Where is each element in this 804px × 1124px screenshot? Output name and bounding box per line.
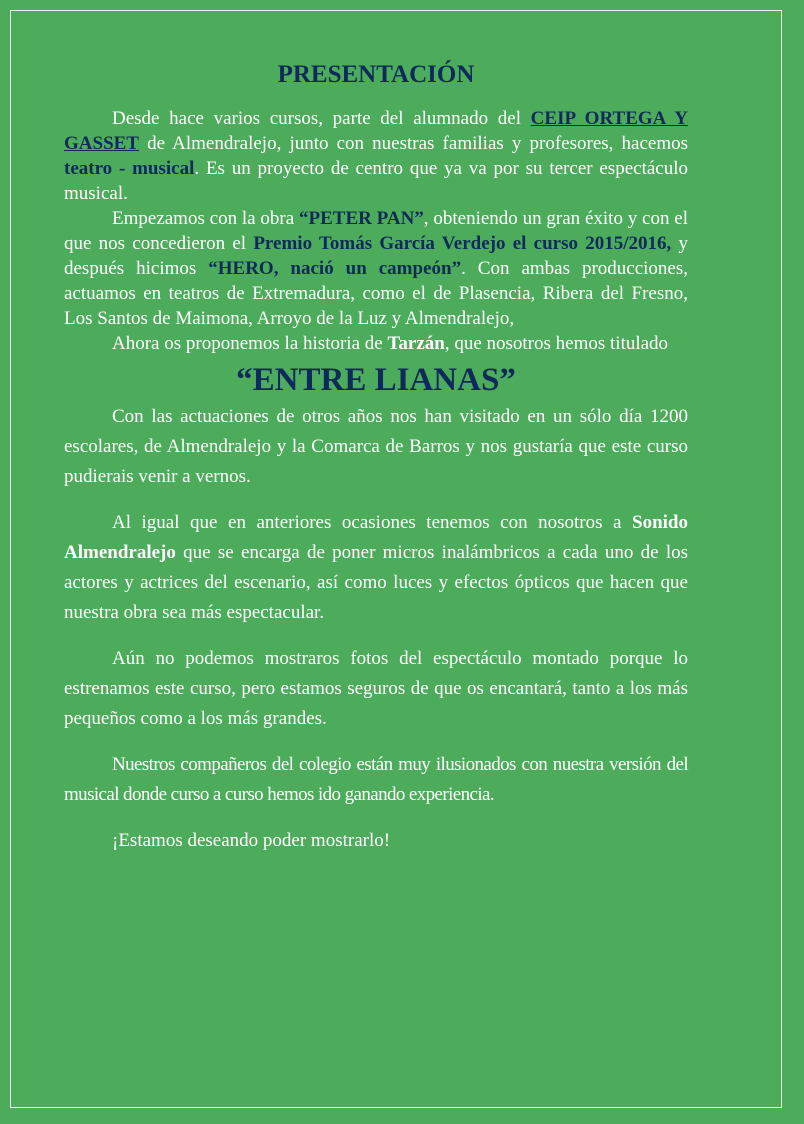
text-run: . Con ambas producciones, actuamos en teatros de Extremadura, como el de Plasencia, Ribera del Fresno, Los Santos de Maimona, Arroyo de la Luz y Almendralejo, [64,258,688,329]
text-run: que se encarga de poner micros inalámbricos a cada uno de los actores y actrices del escenario, así como luces y efectos ópticos que hacen que nuestra obra sea más espectacular. [64,542,688,623]
text-run: y después hicimos [64,233,688,279]
award-name: Premio Tomás García Verdejo el curso 2015/2016, [253,233,672,254]
body-paragraph-sound [64,508,688,628]
play-title-hero: “HERO, nació un campeón” [208,258,462,279]
text-run: ¡Estamos deseando poder mostrarlo! [112,830,391,851]
text-run: Aún no podemos mostraros fotos del espectáculo montado porque lo estrenamos este curso, pero estamos seguros de que os encantará, tanto a los más pequeños como a los más grandes. [64,648,688,729]
intro-paragraph-2 [64,206,688,331]
text-run: Empezamos con la obra [112,208,299,229]
story-name: Tarzán [387,333,445,354]
body-paragraph-photos [64,644,688,734]
text-run: Ahora os proponemos la historia de [112,333,388,354]
text-run: . Es un proyecto de centro que ya va por su tercer espectáculo musical. [64,158,688,204]
text-run: , que nosotros hemos titulado [444,333,669,354]
body-paragraph-visits [64,402,688,492]
text-run: Desde hace varios cursos, parte del alumnado del [112,108,531,129]
body-paragraph-classmates [64,750,688,810]
sound-company-name: Sonido Almendralejo [64,512,688,563]
genre-highlight: teatro - musical [64,158,195,179]
text-run: Nuestros compañeros del colegio están muy ilusionados con nuestra versión del musical donde curso a curso hemos ido ganando experiencia. [64,754,688,805]
intro-paragraph-3 [64,331,688,356]
intro-paragraph-1 [64,106,688,206]
page-title: PRESENTACIÓN [277,61,475,88]
text-run: Con las actuaciones de otros años nos han visitado en un sólo día 1200 escolares, de Almendralejo y la Comarca de Barros y nos gustaría que este curso pudierais venir a vernos. [64,406,688,487]
body-paragraph-closing [64,826,688,856]
show-title: “ENTRE LIANAS” [236,362,516,398]
school-name: CEIP ORTEGA Y GASSET [64,108,688,154]
text-run: Al igual que en anteriores ocasiones tenemos con nosotros a [112,512,633,533]
text-run: , obteniendo un gran éxito y con el que nos concedieron el [64,208,689,254]
document-body [64,58,688,872]
text-run: de Almendralejo, junto con nuestras familias y profesores, hacemos [138,133,688,154]
play-title-peter-pan: “PETER PAN” [299,208,424,229]
